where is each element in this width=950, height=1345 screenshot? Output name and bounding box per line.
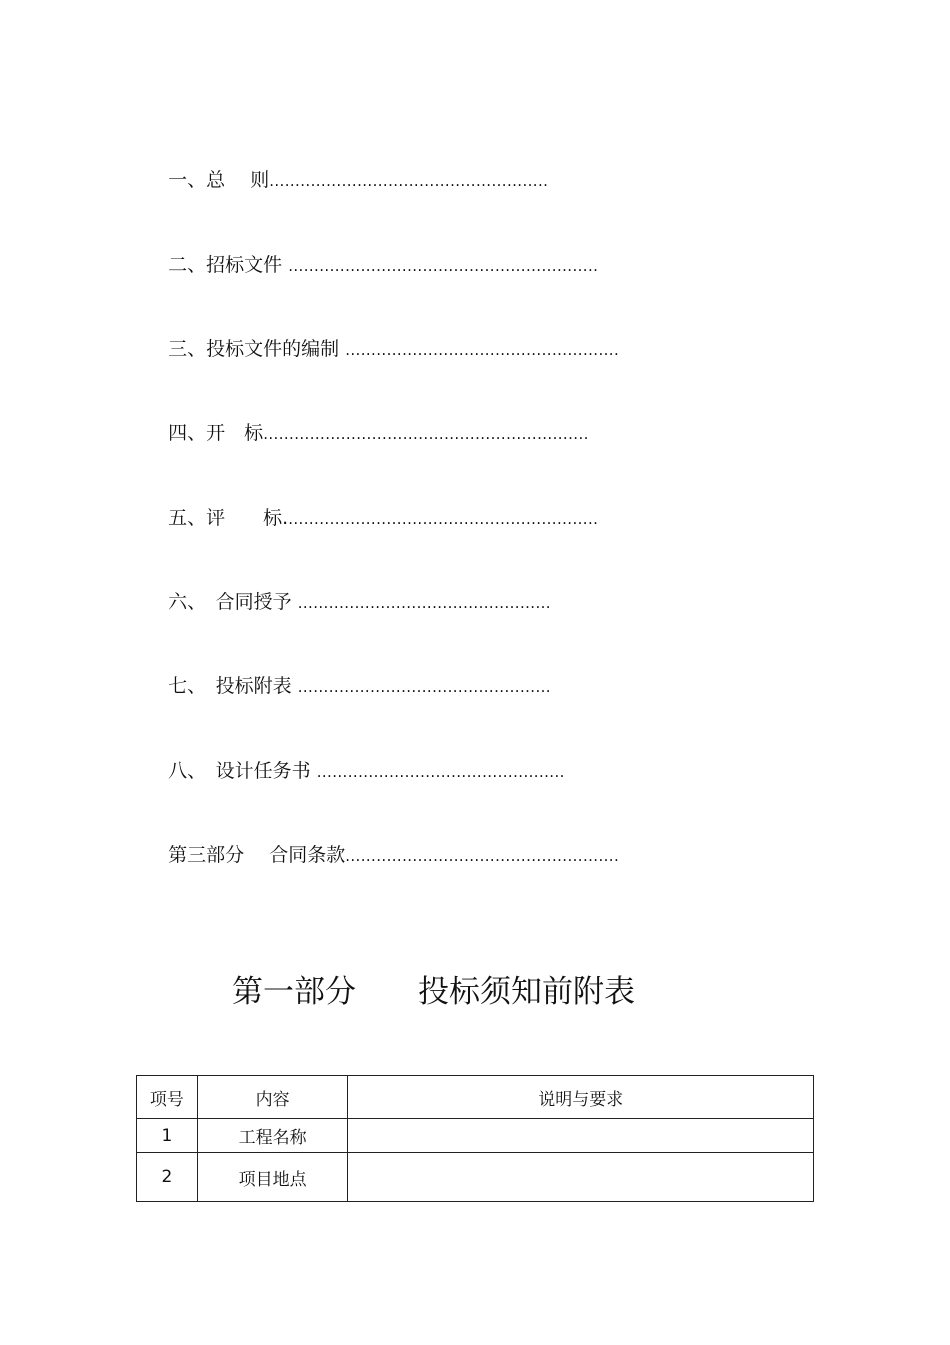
toc-entry-title: 五、评 标. bbox=[168, 507, 289, 529]
column-header-content: 内容 bbox=[197, 1076, 348, 1119]
toc-entry-title: 第三部分 合同条款 bbox=[168, 844, 346, 866]
toc-entry-design-brief[interactable] bbox=[144, 735, 565, 782]
section-heading: 第一部分 投标须知前附表 bbox=[232, 974, 635, 1010]
toc-entry-tender-documents[interactable] bbox=[144, 229, 599, 276]
toc-entry-bid-opening[interactable] bbox=[144, 397, 589, 444]
cell-item-no: 1 bbox=[137, 1119, 198, 1153]
table-header-row bbox=[137, 1076, 814, 1119]
toc-entry-contract-terms[interactable] bbox=[144, 819, 620, 866]
cell-item-no: 2 bbox=[137, 1153, 198, 1202]
cell-content: 项目地点 bbox=[197, 1153, 348, 1202]
toc-entry-bid-preparation[interactable] bbox=[144, 313, 620, 360]
toc-entry-contract-award[interactable] bbox=[144, 566, 551, 613]
cell-description[interactable] bbox=[348, 1119, 814, 1153]
table-row bbox=[137, 1153, 814, 1202]
column-header-item-no: 项号 bbox=[137, 1076, 198, 1119]
toc-entry-bid-forms[interactable] bbox=[144, 650, 551, 697]
cell-content: 工程名称 bbox=[197, 1119, 348, 1153]
toc-leader-dots: ................................................. bbox=[297, 678, 551, 696]
toc-entry-title: 二、招标文件 bbox=[168, 254, 289, 276]
toc-entry-title: 一、总 则 bbox=[168, 169, 270, 191]
toc-entry-title: 四、开 标 bbox=[168, 422, 264, 444]
cell-description[interactable] bbox=[348, 1153, 814, 1202]
toc-entry-title: 八、 设计任务书 bbox=[168, 760, 317, 782]
toc-leader-dots: ..................................................... bbox=[345, 847, 620, 865]
toc-entry-general[interactable] bbox=[144, 144, 549, 191]
toc-leader-dots: ................................................. bbox=[297, 594, 551, 612]
toc-leader-dots: ............................................................ bbox=[288, 257, 599, 275]
toc-leader-dots: ................................................ bbox=[316, 763, 565, 781]
instructions-annex-table bbox=[136, 1075, 814, 1202]
toc-entry-title: 六、 合同授予 bbox=[168, 591, 298, 613]
table-row bbox=[137, 1119, 814, 1153]
toc-leader-dots: ............................................................ bbox=[288, 510, 599, 528]
column-header-description: 说明与要求 bbox=[348, 1076, 814, 1119]
toc-leader-dots: ..................................................... bbox=[345, 341, 620, 359]
toc-entry-title: 七、 投标附表 bbox=[168, 675, 298, 697]
toc-leader-dots: ............................................................... bbox=[263, 425, 589, 443]
toc-entry-evaluation[interactable] bbox=[144, 482, 599, 529]
toc-entry-title: 三、投标文件的编制 bbox=[168, 338, 346, 360]
toc-leader-dots: ...................................................... bbox=[269, 172, 549, 190]
